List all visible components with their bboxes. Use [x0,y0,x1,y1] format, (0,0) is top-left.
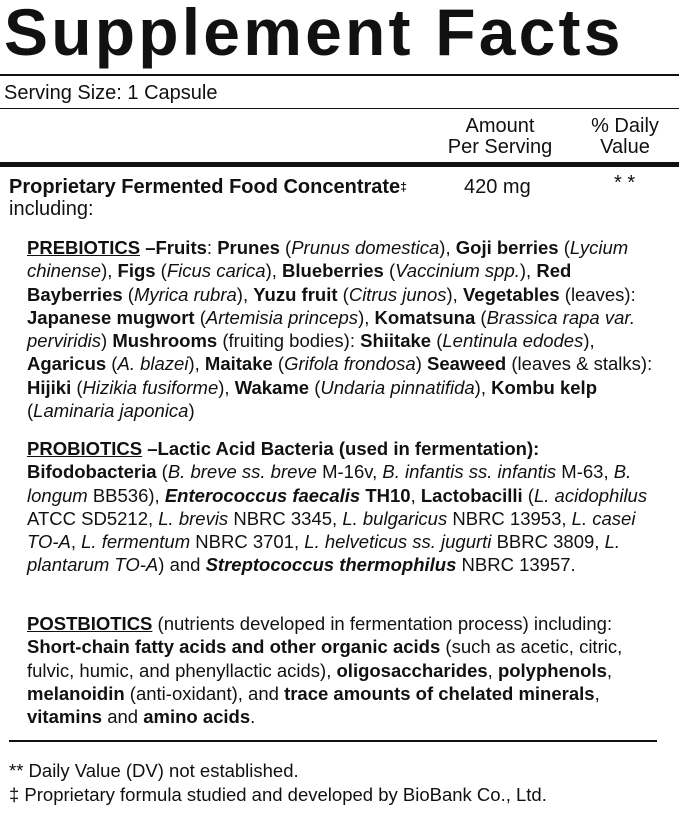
fruit-name: Goji berries [455,237,559,258]
postbiotics-period: . [250,706,256,728]
prebiotics-section [27,236,667,422]
strain-l-helveticus-id: BBRC 3809, [491,531,605,553]
seaweed-scientific-name: Undaria pinnatifida [320,376,475,398]
fruit-scientific-name: Vaccinium spp. [395,260,520,282]
fruit-scientific-name: Prunus domestica [291,237,440,258]
fruit-scientific-name: Myrica rubra [133,283,237,305]
daily-value-header [580,116,670,158]
fruit-scientific-name: Lycium chinense [27,237,629,282]
streptococcus-strain: NBRC 13957. [456,554,576,576]
dv-header-line2: Value [600,136,650,158]
enterococcus-label: Enterococcus faecalis [164,484,361,506]
strain-l-bulgaricus-id: NBRC 13953, [447,507,572,529]
probiotics-section: PROBIOTICS –Lactic Acid Bacteria (used in fermentation): Bifodobacteria (B. breve ss. breve M-16v, B. infantis ss. infantis M-63, B. longum BB536), Enterococcus faecalis TH10, Lactobacilli (L. acidophilus ATCC SD5212, L. brevis NBRC 3345, L. bulgaricus NBRC 13953, L. casei TO-A, L. fermentum NBRC 3701, L. helveticus ss. jugurti BBRC 3809, L. plantarum TO-A) and Streptococcus thermophilus NBRC 13957. [27,438,648,576]
melanoidin: melanoidin [27,682,125,704]
mushroom-name: Maitake [204,353,273,375]
vegetables-note: (leaves): [559,283,636,305]
melanoidin-note: (anti-oxidant), and [124,682,285,704]
vegetable-scientific-name: Artemisia princeps [205,306,359,328]
prebiotics-heading: PREBIOTICS [27,237,141,258]
probiotics-heading: PROBIOTICS [27,438,143,459]
vegetable-scientific-name: Brassica rapa var. perviridis [27,306,635,352]
dv-header-line1: % Daily [591,115,659,137]
serving-size: Serving Size: 1 Capsule [4,82,218,104]
fruit-name: Blueberries [282,260,384,282]
strain-l-brevis: L. brevis [158,507,229,529]
footnote-proprietary: ‡ Proprietary formula studied and developed by BioBank Co., Ltd. [9,784,547,805]
footer-divider [9,740,657,742]
seaweed-name: Kombu kelp [491,376,597,398]
mushroom-name: Shiitake [360,330,432,352]
amount-header-line2: Per Serving [447,136,553,158]
postbiotics-and: and [102,706,144,728]
strain-l-bulgaricus: L. bulgaricus [342,507,448,529]
strain-b-longum: B. longum [27,461,632,506]
proprietary-blend-row [9,176,449,220]
strain-l-acidophilus: L. acidophilus [533,484,648,506]
prebiotics-vegetable-list: Japanese mugwort (Artemisia princeps), Komatsuna (Brassica rapa var. perviridis) [27,306,635,352]
oligosaccharides: oligosaccharides [336,659,488,681]
seaweed-scientific-name: Hizikia fusiforme [82,376,219,398]
fruit-name: Yuzu fruit [253,283,338,305]
prebiotics-mushroom-list: Shiitake (Lentinula edodes), Agaricus (A. blazei), Maitake (Grifola frondosa) [27,330,595,375]
fruit-scientific-name: Citrus junos [348,283,447,305]
seaweed-scientific-name: Laminaria japonica [33,400,189,422]
vegetable-name: Japanese mugwort [27,306,195,328]
proprietary-including: including: [9,198,94,220]
proprietary-dv: * * [614,172,636,194]
mushrooms-note: (fruiting bodies): [217,330,361,352]
proprietary-blend-name: Proprietary Fermented Food Concentrate [9,176,401,198]
strain-b-breve: B. breve ss. breve [167,461,317,483]
seaweed-label: Seaweed [427,353,507,375]
title-divider [0,74,679,76]
strain-b-longum-id: BB536), [87,484,165,506]
prebiotics-intro: –Fruits [140,237,207,258]
fruit-name: Red Bayberries [27,260,572,305]
lactobacilli-label: Lactobacilli [420,484,523,506]
header-thick-divider [0,162,679,167]
streptococcus-label: Streptococcus thermophilus [205,554,457,576]
postbiotics-intro: (nutrients developed in fermentation process) including: [152,613,613,634]
mushroom-scientific-name: Grifola frondosa [284,353,416,375]
proprietary-amount: 420 mg [464,176,531,198]
strain-b-infantis-id: M-63, [556,461,614,483]
fruit-name: Figs [117,260,156,282]
footnote-dv: ** Daily Value (DV) not established. [9,760,299,781]
strain-l-brevis-id: NBRC 3345, [228,507,343,529]
strain-l-helveticus: L. helveticus ss. jugurti [304,531,492,553]
mushroom-scientific-name: A. blazei [117,353,189,375]
strain-l-fermentum-id: NBRC 3701, [190,531,305,553]
strain-l-fermentum: L. fermentum [81,531,191,553]
fruit-name: Prunes [217,237,280,258]
probiotics-intro: –Lactic Acid Bacteria (used in fermentation): [142,438,540,459]
amount-per-serving-header [440,116,560,158]
strain-l-plantarum: L. plantarum TO-A [27,531,620,576]
vitamins: vitamins [27,706,103,728]
serving-divider [0,108,679,109]
fruit-scientific-name: Ficus carica [166,260,266,282]
bifidobacteria-label: Bifodobacteria [27,461,157,483]
organic-acids-note: (such as acetic, citric, fulvic, humic, and phenyllactic acids), [27,636,623,681]
postbiotics-section: POSTBIOTICS (nutrients developed in fermentation process) including: Short-chain fatty acids and other organic acids (such as acetic, citric, fulvic, humic, and phenyllactic acids), oligosaccharides, polyphenols, melanoidin (anti-oxidant), and trace amounts of chelated minerals, vitamins and amino acids. [27,613,623,728]
prebiotics-seaweed-list: Hijiki (Hizikia fusiforme), Wakame (Undaria pinnatifida), Kombu kelp (Laminaria japonica) [27,376,597,422]
panel-title: Supplement Facts [4,0,624,69]
mushroom-name: Agaricus [27,353,107,375]
strain-b-breve-id: M-16v, [316,461,383,483]
strain-b-infantis: B. infantis ss. infantis [382,461,557,483]
strain-l-plantarum-sep: ) and [158,554,206,576]
postbiotics-heading: POSTBIOTICS [27,613,153,634]
vegetables-label: Vegetables [462,283,560,305]
trace-minerals: trace amounts of chelated minerals [284,682,595,704]
mushrooms-label: Mushrooms [112,330,218,352]
mushroom-scientific-name: Lentinula edodes [442,330,584,352]
seaweed-note: (leaves & stalks): [506,353,653,375]
seaweed-name: Hijiki [27,376,72,398]
prebiotics-colon: : [206,237,218,258]
strain-l-acidophilus-id: ATCC SD5212, [27,507,159,529]
seaweed-name: Wakame [234,376,310,398]
enterococcus-strain: TH10 [360,484,411,506]
prebiotics-fruit-list: Prunes (Prunus domestica), Goji berries (Lycium chinense), Figs (Ficus carica), Blueberries (Vaccinium spp.), Red Bayberries (Myrica rubra), Yuzu fruit (Citrus junos), [27,237,629,305]
amino-acids: amino acids [143,706,251,728]
strain-l-casei: L. casei TO-A [27,507,636,553]
polyphenols: polyphenols [497,659,607,681]
vegetable-name: Komatsuna [374,306,476,328]
amount-header-line1: Amount [465,115,535,137]
proprietary-mark: ‡ [400,180,407,194]
strain-l-casei-sep: , [70,531,82,553]
short-chain-fatty-acids: Short-chain fatty acids and other organic acids [27,636,441,658]
